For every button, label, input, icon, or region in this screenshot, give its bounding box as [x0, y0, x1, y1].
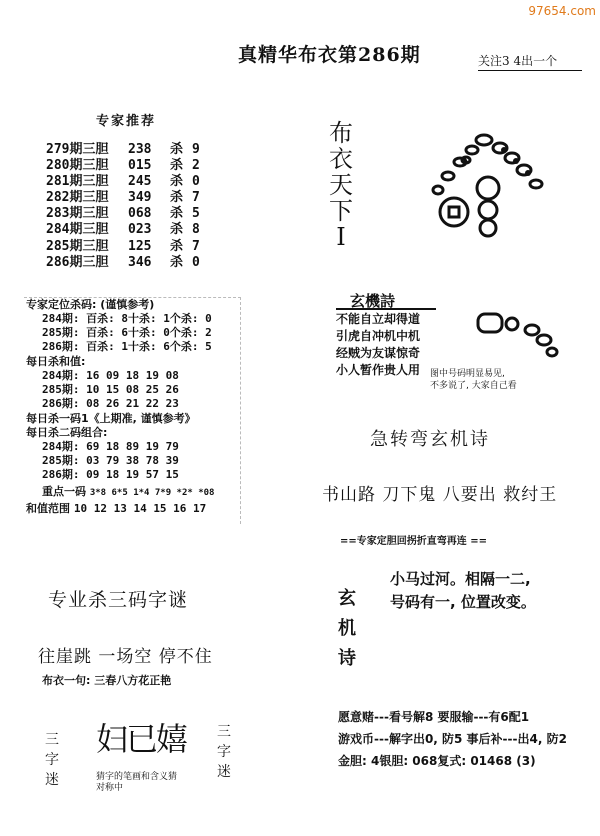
recommend-row: 283期三胆 068 杀 5	[46, 206, 200, 222]
daily-sum-heading: 每日杀和值:	[26, 355, 86, 368]
follow-underline	[478, 70, 582, 71]
page-title: 真精华布衣第286期	[238, 44, 421, 66]
poem-divider	[336, 308, 436, 310]
riddle-hint: 猜字的笔画和含义猜 对称中	[96, 772, 178, 793]
poem-text: 不能自立却得道 引虎自冲机中机 经贼为友谋惊奇 小人暂作贵人用	[336, 312, 421, 377]
follow-note: 关注3 4出一个	[478, 54, 558, 68]
riddle-label-right: 三 字 迷	[217, 724, 231, 780]
image-caption: 图中号码明显易见, 不多说了, 大家自己看	[430, 369, 517, 391]
poem-heading: 玄機詩	[350, 292, 396, 310]
daily-sum-row: 284期: 16 09 18 19 08	[42, 369, 179, 382]
position-kill-row: 286期: 百杀: 1十杀: 6个杀: 5	[42, 340, 212, 353]
sum-range: 和值范围 10 12 13 14 15 16 17	[26, 502, 207, 515]
stats-section	[26, 298, 214, 516]
kill-two-row: 286期: 09 18 19 57 15	[42, 468, 179, 481]
kill-two-row: 284期: 69 18 89 19 79	[42, 440, 179, 453]
position-kill-row: 285期: 百杀: 6十杀: 0个杀: 2	[42, 326, 212, 339]
recommend-row: 285期三胆 125 杀 7	[46, 238, 200, 254]
vertical-title: 布 衣 天 下 I	[329, 119, 353, 251]
recommend-row: 286期三胆 346 杀 0	[46, 254, 200, 270]
xuanji-vertical: 玄 机 诗	[338, 588, 356, 669]
riddle-text: 小马过河。相隔一二, 号码有一, 位置改变。	[390, 570, 536, 611]
recommend-heading: 专家推荐	[96, 114, 157, 129]
key-combo: 重点一码 3*8 6*5 1*4 7*9 *2* *08	[42, 485, 215, 498]
watermark: 97654.com	[528, 4, 596, 18]
cliff-line: 往崖跳 一场空 停不住	[38, 647, 213, 667]
recommend-row: 284期三胆 023 杀 8	[46, 222, 200, 238]
bottom-notes: 愿意赌---看号解8 要服输---有6配1 游戏币---解字出0, 防5 事后补---出4, 防2 金胆: 4银胆: 068复式: 01468 (3)	[338, 710, 567, 768]
daily-sum-row: 286期: 08 26 21 22 23	[42, 397, 179, 410]
riddle-label-left: 三 字 迷	[45, 732, 59, 788]
kill-three-heading: 专业杀三码字谜	[48, 589, 189, 611]
urgent-heading: 急转弯玄机诗	[370, 429, 490, 450]
position-kill-row: 284期: 百杀: 8十杀: 1个杀: 0	[42, 312, 212, 325]
kill-two-row: 285期: 03 79 38 78 39	[42, 454, 179, 467]
recommend-row: 279期三胆 238 杀 9	[46, 142, 200, 157]
kill-one-heading: 每日杀一码1《上期准, 谨慎参考》	[26, 412, 196, 425]
recommend-list	[46, 142, 200, 271]
recommend-row: 281期三胆 245 杀 0	[46, 174, 200, 190]
coin-puzzle-image	[470, 300, 560, 360]
kill-two-heading: 每日杀二码组合:	[26, 426, 108, 439]
slogan-line: 书山路 刀下鬼 八要出 救纣王	[322, 485, 558, 505]
expert-line: ==专家定胆回拐折直弯再连 ==	[340, 536, 487, 547]
buyi-line: 布衣一句: 三春八方花正艳	[42, 674, 172, 687]
riddle-characters: 妇已嬉	[96, 720, 187, 758]
position-kill-heading: 专家定位杀码: (谨慎参考)	[26, 298, 155, 311]
coin-house-illustration	[420, 128, 550, 238]
recommend-row: 280期三胆 015 杀 2	[46, 158, 200, 174]
recommend-row: 282期三胆 349 杀 7	[46, 190, 200, 206]
daily-sum-row: 285期: 10 15 08 25 26	[42, 383, 179, 396]
